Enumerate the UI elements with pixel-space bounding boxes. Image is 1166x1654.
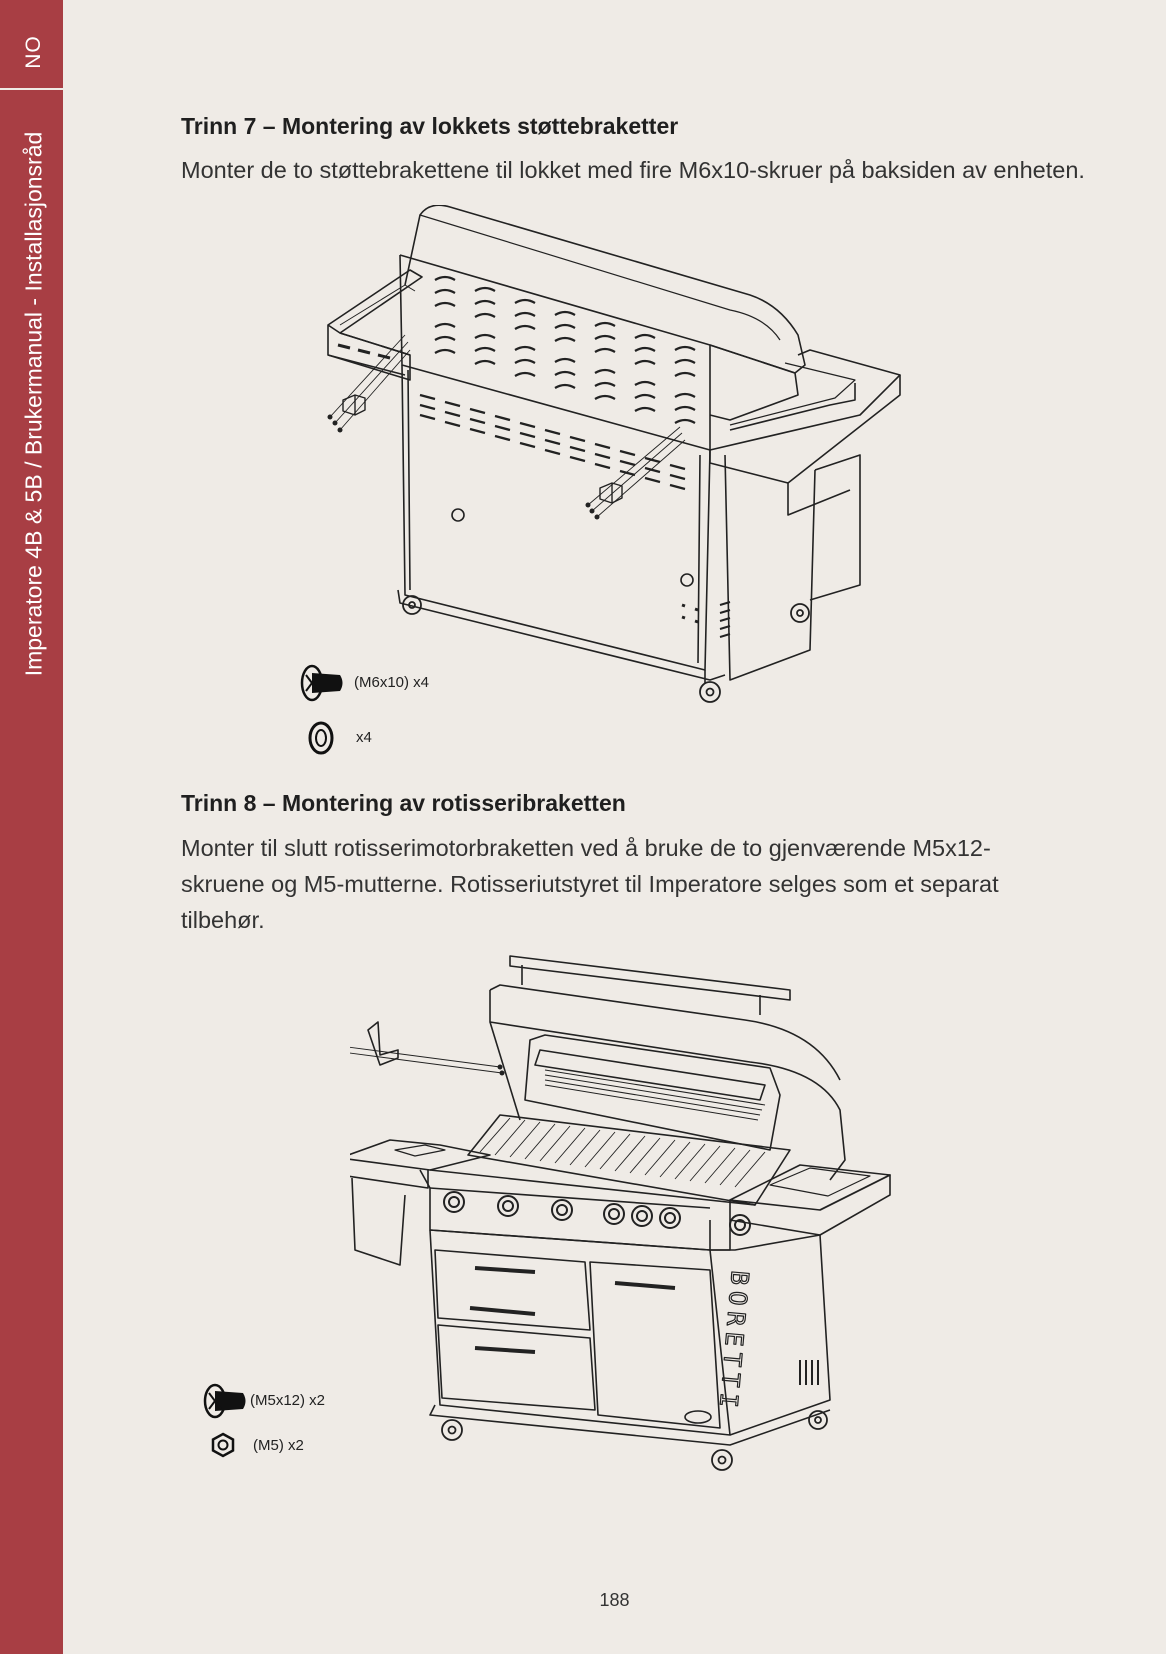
screw-icon (203, 1382, 249, 1420)
step8-part-screw-label: (M5x12) x2 (250, 1392, 326, 1409)
step7-text: Monter de to støttebrakettene til lokket med fire M6x10-skruer på baksiden av enheten. (181, 157, 1085, 183)
washer-icon (306, 721, 336, 755)
step8-illustration (350, 950, 950, 1520)
step8-text: Monter til slutt rotisserimotorbraketten ved å bruke de to gjenværende M5x12-skruene og M5-mutterne. Rotisseriutstyret til Imperatore selges som et separat tilbehør. (181, 835, 999, 933)
screw-icon (300, 663, 346, 703)
step7-illustration (310, 205, 960, 750)
brand-text: BORETTI (713, 1269, 754, 1415)
sidebar (0, 0, 63, 1654)
step7-heading: Trinn 7 – Montering av lokkets støttebraketter (181, 113, 679, 139)
step8-part-nut-label: (M5) x2 (253, 1437, 304, 1454)
step8-heading: Trinn 8 – Montering av rotisseribraketten (181, 790, 626, 816)
nut-icon (210, 1432, 236, 1458)
step7-part-screw-label: (M6x10) x4 (354, 674, 430, 691)
step7-part-washer-label: x4 (356, 729, 372, 746)
manual-title: Imperatore 4B & 5B / Brukermanual - Installasjonsråd (20, 131, 47, 677)
language-label: NO (22, 35, 45, 69)
page-number: 188 (599, 1590, 630, 1610)
sidebar-divider (0, 88, 63, 90)
